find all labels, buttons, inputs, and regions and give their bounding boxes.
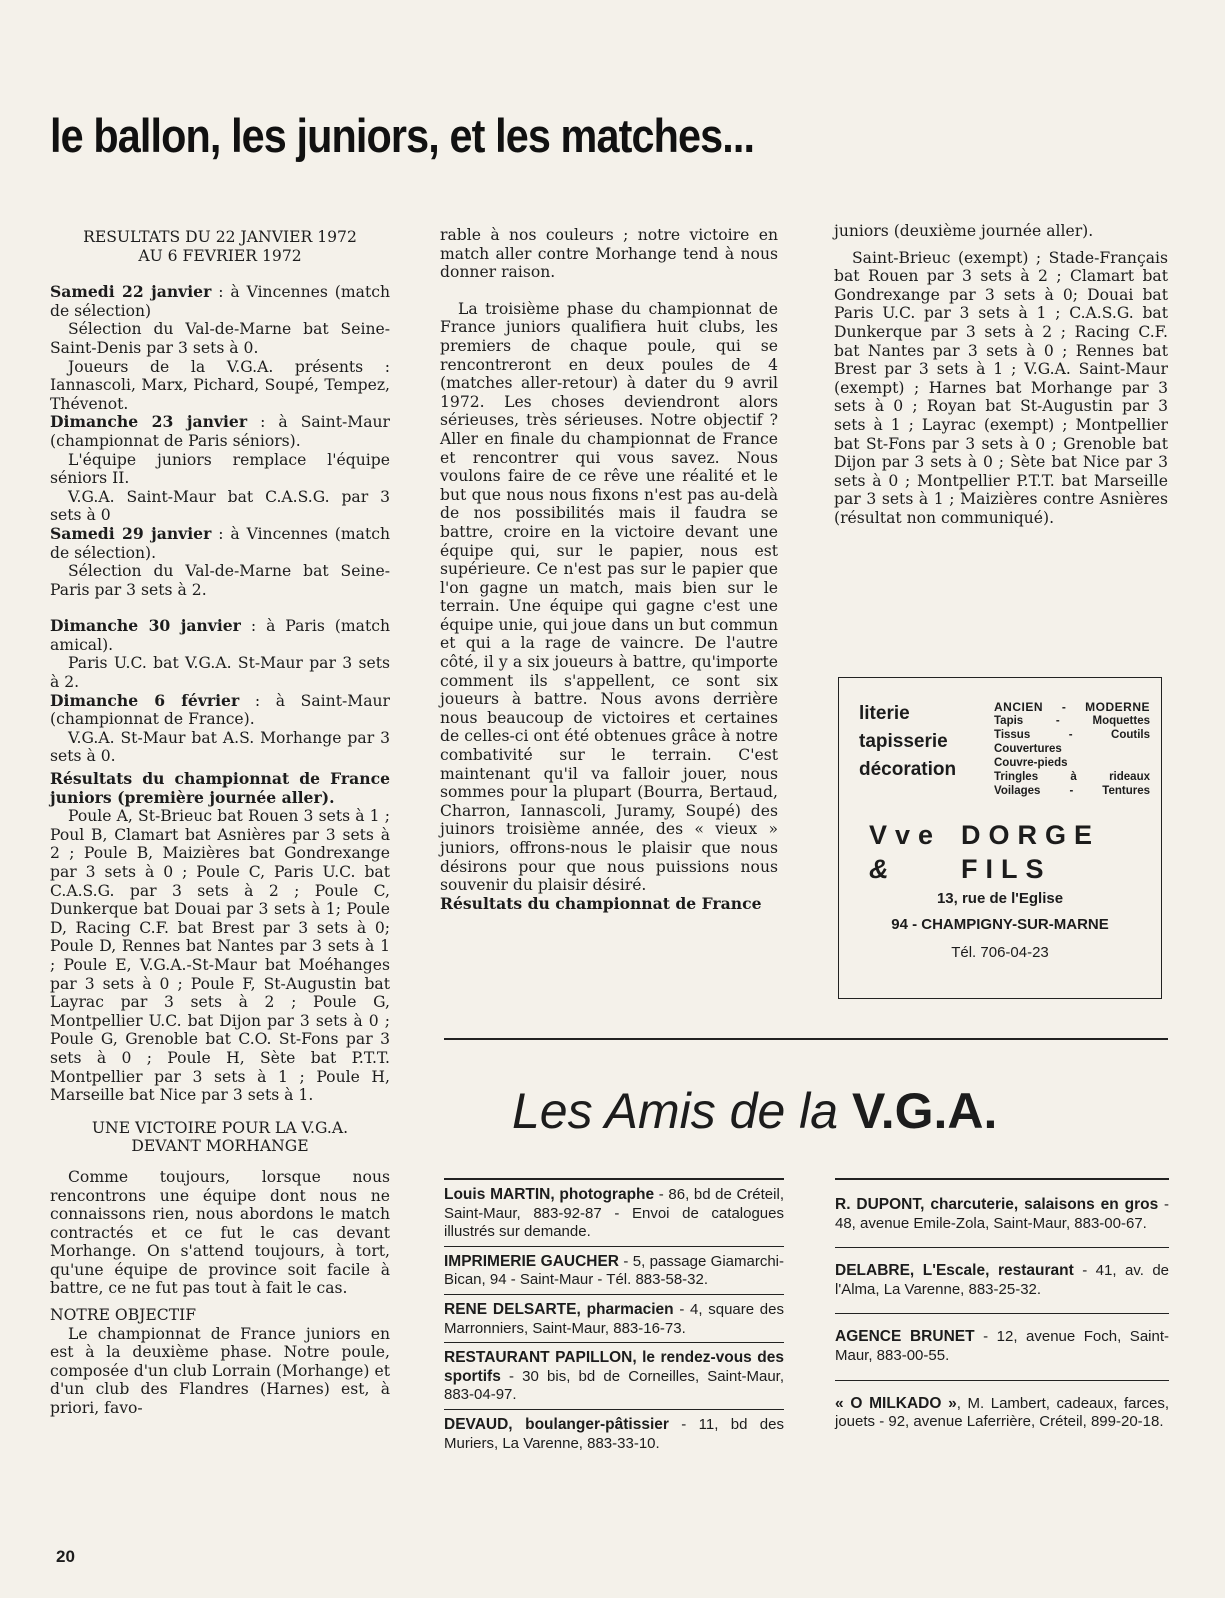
sponsor-entry [835,1190,1169,1248]
match-location: : à Vincennes (match de sélection) [50,283,390,320]
page-number: 20 [56,1547,75,1566]
ad-categories [859,700,956,784]
sponsor-entry [444,1343,784,1410]
sponsor-details: - 30 bis, bd de Corneilles, Saint-Maur, 883-04-97. [444,1367,784,1404]
sponsor-entry [835,1381,1169,1446]
sponsor-list-right [835,1190,1169,1446]
match-note: L'équipe juniors remplace l'équipe séniors II. [50,450,390,488]
friends-section-title [512,1082,997,1140]
divider [835,1178,1169,1180]
match-result: Sélection du Val-de-Marne bat Seine-Paris par 3 sets à 2. [50,562,390,599]
sponsor-name: Louis MARTIN, photographe [444,1186,655,1203]
ad-products [994,700,1150,798]
sponsor-entry [444,1295,784,1343]
championship-heading-2: Résultats du championnat de France [440,893,762,913]
ad-name-surname: DORGE [961,820,1101,850]
sponsor-name: « O MILKADO » [835,1394,957,1412]
match-location: : à Vincennes (match de sélection). [50,524,390,562]
divider [444,1038,1168,1040]
ad-phone: Tél. 706-04-23 [951,944,1049,961]
ad-city: 94 - CHAMPIGNY-SUR-MARNE [891,916,1109,933]
match-location: : à Saint-Maur (championnat de Paris séniors). [50,413,391,450]
ad-name-fils: FILS [961,854,1052,884]
sponsor-details: - 86, bd de Créteil, Saint-Maur, 883-92-87 - Envoi de catalogues illustrés sur demande. [444,1186,784,1241]
match-date-heading: Samedi 29 janvier [50,523,212,543]
victoire-paragraph: Comme toujours, lorsque nous rencontrons une équipe dont nous ne connaissons rien, nous abordons le match contractés et ce fut le cas devant Morhange. On s'attend toujours, à tort, qu'une équipe de province soit facile à battre, ce ne fut pas tout à fait le cas. [50,1167,390,1298]
sponsor-list-left [444,1180,784,1457]
match-result: V.G.A. St-Maur bat A.S. Morhange par 3 sets à 0. [50,728,390,766]
section-heading-victoire-sub: DEVANT MORHANGE [131,1137,309,1156]
ad-address: 13, rue de l'Eglise [936,890,1064,907]
championship-heading: Résultats du championnat de France juniors (première journée aller). [50,769,390,807]
friends-title-text: Les Amis de la [512,1083,852,1139]
sponsor-entry [835,1248,1169,1314]
sponsor-details: - 12, avenue Foch, Saint-Maur, 883-00-55. [835,1328,1169,1364]
friends-title-club: V.G.A. [851,1083,998,1139]
championship-heading-2-continued: juniors (deuxième journée aller). [834,222,1094,240]
championship-results-2: Saint-Brieuc (exempt) ; Stade-Français bat Rouen par 3 sets à 2 ; Clamart bat Gondrexange par 3 sets à 0; Douai bat Paris U.C. par 3 sets à 1 ; C.A.S.G. bat Dunkerque par 3 sets à 2 ; Racing C.F. bat Nantes par 3 sets à 0 ; Rennes bat Brest par 3 sets à 1 ; V.G.A. Saint-Maur (exempt) ; Harnes bat Morhange par 3 sets à 0 ; Royan bat St-Augustin par 3 sets à 1 ; Layrac (exempt) ; Montpellier bat St-Fons par 3 sets à 0 ; Grenoble bat Dijon par 3 sets à 0 ; Sète bat Nice par 3 sets à 0 ; Montpellier P.T.T. bat Marseille par 3 sets à 1 ; Maizières contre Asnières (résultat non communiqué). [834,248,1168,527]
sponsor-entry [444,1180,784,1247]
section-heading-victoire: UNE VICTOIRE POUR LA V.G.A. [91,1118,349,1137]
sponsor-details: - 11, bd des Muriers, La Varenne, 883-33-10. [444,1415,784,1452]
match-result: V.G.A. Saint-Maur bat C.A.S.G. par 3 sets à 0 [50,487,390,525]
ad-product: Tapis - Moquettes [994,715,1150,727]
objectif-continued: rable à nos couleurs ; notre victoire en match aller contre Morhange tend à nous donner raison. [440,226,778,282]
sponsor-details: , M. Lambert, cadeaux, farces, jouets - 92, avenue Laferrière, Créteil, 899-20-18. [835,1394,1169,1431]
ad-category: literie [859,703,910,724]
ad-product: Tissus - Coutils [994,729,1150,741]
advertisement-dorge [838,677,1162,999]
match-date-heading: Dimanche 6 février [50,690,240,710]
ad-product: Tringles à rideaux [994,771,1150,783]
page-title: le ballon, les juniors, et les matches... [50,109,755,162]
ad-product-heading: ANCIEN - MODERNE [994,700,1150,714]
sponsor-entry [444,1410,784,1457]
sponsor-name: DELABRE, L'Escale, restaurant [835,1262,1074,1280]
sponsor-details: - 48, avenue Emile-Zola, Saint-Maur, 883-00-67. [835,1196,1169,1232]
match-location: : à Saint-Maur (championnat de France). [50,691,390,729]
sponsor-entry [835,1314,1169,1380]
ad-name-amp: & [869,854,897,884]
sponsor-details: - 41, av. de l'Alma, La Varenne, 883-25-32. [835,1262,1169,1298]
sponsor-details: - 5, passage Giamarchi-Bican, 94 - Saint-Maur - Tél. 883-58-32. [444,1252,784,1289]
match-location: : à Paris (match amical). [50,617,391,654]
ad-product: Voilages - Tentures [994,785,1150,797]
match-date-heading: Dimanche 23 janvier [50,412,248,432]
column-left [50,228,390,1418]
results-heading-dates: AU 6 FEVRIER 1972 [138,246,302,265]
ad-category: tapisserie [859,731,948,752]
ad-product: Couvre-pieds [994,757,1068,769]
sponsor-entry [444,1247,784,1295]
sponsor-name: RESTAURANT PAPILLON, le rendez-vous des sportifs [444,1349,784,1385]
sponsor-name: RENE DELSARTE, pharmacien [444,1300,674,1318]
match-date-heading: Samedi 22 janvier [50,282,212,302]
sponsor-name: IMPRIMERIE GAUCHER [444,1252,620,1270]
section-heading-objectif: NOTRE OBJECTIF [50,1306,197,1325]
ad-category: décoration [859,759,957,780]
sponsor-name: R. DUPONT, charcuterie, salaisons en gros [835,1196,1159,1213]
ad-name-prefix: Vve [869,820,942,850]
ad-product: Couvertures [994,743,1062,755]
match-result: Sélection du Val-de-Marne bat Seine-Saint-Denis par 3 sets à 0. [50,320,390,357]
objectif-paragraph: Le championnat de France juniors en est à la deuxième phase. Notre poule, composée d'un club Lorrain (Morhange) et d'un club des Flandres (Harnes) est, à priori, favo- [50,1324,390,1418]
sponsor-name: DEVAUD, boulanger-pâtissier [444,1415,669,1433]
match-date-heading: Dimanche 30 janvier [50,616,241,636]
sponsor-name: AGENCE BRUNET [835,1328,975,1346]
ad-company-name [869,818,1100,886]
match-result: Paris U.C. bat V.G.A. St-Maur par 3 sets à 2. [50,654,390,692]
column-middle [440,226,778,913]
sponsor-details: - 4, square des Marronniers, Saint-Maur, 883-16-73. [444,1300,784,1337]
results-heading: RESULTATS DU 22 JANVIER 1972 [83,228,357,246]
objectif-paragraph-2: La troisième phase du championnat de France juniors qualifiera huit clubs, les premiers de chaque poule, qui se rencontreront en deux poules de 4 (matches aller-retour) à dater du 9 avril 1972. Les choses deviendront alors sérieuses, très sérieuses. Notre objectif ? Aller en finale du championnat de France et rencontrer qui vous savez. Nous voulons faire de ce rêve une réalité et le but que nous nous fixons n'est pas au-delà de nos possibilités mais il faudra se battre, croire en la victoire devant une équipe qui, sur le papier, nous est supérieure. Ce n'est pas sur le papier que l'on gagne un match, mais bien sur le terrain. Une équipe qui gagne c'est une équipe unie, qui joue dans un but commun et qui a la rage de vaincre. De l'autre côté, il y a six joueurs à battre, qu'importe comment ils s'appellent, ce sont six joueurs à battre. Nous avons derrière nous beaucoup de victoires et certaines de celles-ci ont été obtenues grâce à notre combativité sur le terrain. C'est maintenant qu'il va falloir jouer, nous sommes pour la plupart (Bourra, Bertaud, Charron, Iannascoli, Juramy, Soupé) des juinors troisième année, des « vieux » juniors, offrons-nous le plaisir que nous désirons pour que nous puissions nous souvenir du plaisir désiré. [440,299,778,895]
players-present: Joueurs de la V.G.A. présents : Iannascoli, Marx, Pichard, Soupé, Tempez, Thévenot. [50,357,390,413]
column-right [834,222,1168,528]
championship-results: Poule A, St-Brieuc bat Rouen 3 sets à 1 ; Poul B, Clamart bat Asnières par 3 sets à 2 ; Poule B, Maizières bat Gondrexange par 3 sets à 0 ; Poule C, Paris U.C. bat C.A.S.G. par 3 sets à 2 ; Poule C, Dunkerque bat Douai par 3 sets à 1; Poule D, Racing C.F. bat Brest par 3 sets à 0; Poule D, Rennes bat Nantes par 3 sets à 1 ; Poule E, V.G.A.-St-Maur bat Moéhanges par 3 sets à 0 ; Poule F, St-Augustin bat Layrac par 3 sets à 2 ; Poule G, Montpellier U.C. bat Dijon par 3 sets à 0 ; Poule G, Grenoble bat C.O. St-Fons par 3 sets à 0 ; Poule H, Sète bat P.T.T. Montpellier par 3 sets à 1 ; Poule H, Marseille bat Nice par 3 sets à 1. [50,807,390,1105]
